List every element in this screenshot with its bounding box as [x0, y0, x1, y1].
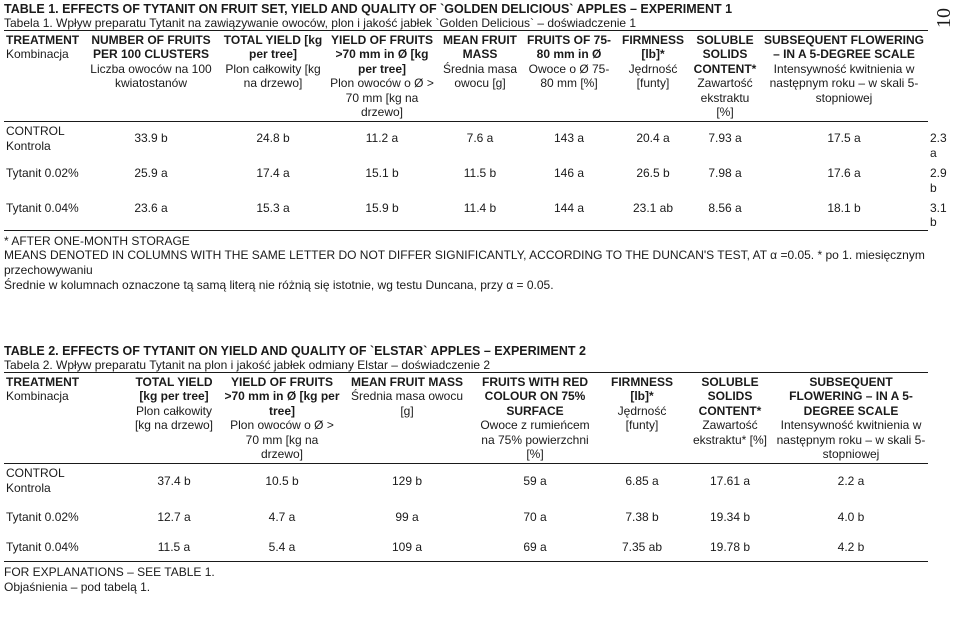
t1-header-1: NUMBER OF FRUITS PER 100 CLUSTERS Liczba owoców na 100 kwiatostanów	[90, 33, 212, 91]
table-1-title: TABLE 1. EFFECTS OF TYTANIT ON FRUIT SET, YIELD AND QUALITY OF `GOLDEN DELICIOUS` APPLES – EXPERIMENT 1	[4, 2, 733, 16]
table-1-subtitle: Tabela 1. Wpływ preparatu Tytanit na zawiązywanie owoców, plon i jakość jabłek `Golden Delicious` – doświadczenie 1	[4, 16, 637, 30]
table-row: CONTROL Kontrola 33.9 b 24.8 b 11.2 a 7.6 a 143 a 20.4 a 7.93 a 17.5 a 2.3 a	[4, 122, 928, 160]
value-cell: 11.2 a	[365, 131, 399, 146]
value-cell: 25.9 a	[134, 166, 168, 181]
value-cell: 4.7 a	[268, 509, 296, 524]
value-cell: 7.93 a	[708, 131, 742, 146]
t2-header-7: SUBSEQUENT FLOWERING – IN A 5-DEGREE SCALE Intensywność kwitnienia w następnym roku – w skali 5-stopniowej	[776, 375, 926, 462]
value-cell: 109 a	[391, 539, 423, 554]
table-1-notes	[4, 234, 928, 292]
treatment-cell: Tytanit 0.02%	[6, 166, 79, 181]
note-line: MEANS DENOTED IN COLUMNS WITH THE SAME LETTER DO NOT DIFFER SIGNIFICANTLY, ACCORDING TO THE DUNCAN'S TEST, AT α =0.05. * po 1. miesięcznym przechowywaniu	[4, 248, 925, 278]
table-row: Tytanit 0.04% 23.6 a 15.3 a 15.9 b 11.4 b 144 a 23.1 ab 8.56 a 18.1 b 3.1 b	[4, 195, 928, 230]
t1-header-8: SUBSEQUENT FLOWERING – IN A 5-DEGREE SCALE Intensywność kwitnienia w następnym roku – w skali 5-stopniowej	[763, 33, 924, 105]
value-cell: 143 a	[553, 131, 585, 146]
value-cell: 18.1 b	[827, 201, 861, 216]
value-cell: 99 a	[395, 509, 419, 524]
value-cell: 10.5 b	[265, 474, 299, 489]
value-cell: 11.4 b	[463, 201, 497, 216]
note-line: FOR EXPLANATIONS – SEE TABLE 1.	[4, 565, 215, 580]
table-row: Tytanit 0.02% 25.9 a 17.4 a 15.1 b 11.5 b 146 a 26.5 b 7.98 a 17.6 a 2.9 b	[4, 160, 928, 195]
value-cell: 23.6 a	[134, 201, 168, 216]
t1-header-4: MEAN FRUIT MASS Średnia masa owocu [g]	[442, 33, 518, 91]
t1-header-2: TOTAL YIELD [kg per tree] Plon całkowity [kg na drzewo]	[223, 33, 323, 91]
treatment-cell: CONTROL Kontrola	[6, 124, 65, 153]
table-2-notes	[4, 565, 928, 594]
value-cell: 15.3 a	[256, 201, 290, 216]
treatment-cell: Tytanit 0.02%	[6, 509, 79, 524]
value-cell: 70 a	[523, 509, 547, 524]
table-1-block	[4, 2, 947, 292]
value-cell: 17.61 a	[709, 474, 751, 489]
value-cell: 17.6 a	[827, 166, 861, 181]
t1-header-0: TREATMENT Kombinacja	[6, 33, 80, 62]
t2-header-0: TREATMENT Kombinacja	[6, 375, 80, 404]
table-row	[4, 464, 928, 502]
value-cell: 146 a	[553, 166, 585, 181]
t2-header-4: FRUITS WITH RED COLOUR ON 75% SURFACE Owoce z rumieńcem na 75% powierzchni [%]	[480, 375, 590, 462]
note-line: * AFTER ONE-MONTH STORAGE	[4, 233, 190, 248]
value-cell: 17.5 a	[827, 131, 861, 146]
value-cell: 19.78 b	[709, 539, 751, 554]
value-cell: 17.4 a	[256, 166, 290, 181]
t2-header-5: FIRMNESS [lb]* Jędrność [funty]	[610, 375, 673, 433]
value-cell: 20.4 a	[636, 131, 670, 146]
value-cell: 59 a	[523, 474, 547, 489]
value-cell: 15.9 b	[365, 201, 399, 216]
t2-header-2: YIELD OF FRUITS >70 mm in Ø [kg per tree] Plon owoców o Ø > 70 mm [kg na drzewo]	[224, 375, 340, 462]
value-cell: 7.6 a	[466, 131, 494, 146]
t2-header-1: TOTAL YIELD [kg per tree] Plon całkowity [kg na drzewo]	[134, 375, 214, 433]
table-2-block	[4, 344, 928, 595]
value-cell: 144 a	[553, 201, 585, 216]
table-2-subtitle: Tabela 2. Wpływ preparatu Tytanit na plon i jakość jabłek odmiany Elstar – doświadczenie 2	[4, 358, 491, 372]
value-cell: 6.85 a	[625, 474, 659, 489]
value-cell: 69 a	[523, 539, 547, 554]
value-cell: 5.4 a	[268, 539, 296, 554]
value-cell: 7.98 a	[708, 166, 742, 181]
table-row	[4, 502, 928, 532]
value-cell: 26.5 b	[636, 166, 670, 181]
value-cell: 7.35 ab	[621, 539, 663, 554]
treatment-cell: Tytanit 0.04%	[6, 201, 79, 216]
page-number: 10	[933, 8, 955, 28]
value-cell: 4.0 b	[837, 509, 865, 524]
t1-header-3: YIELD OF FRUITS >70 mm in Ø [kg per tree] Plon owoców o Ø > 70 mm [kg na drzewo]	[330, 33, 434, 120]
note-line: Objaśnienia – pod tabelą 1.	[4, 580, 151, 595]
value-cell: 11.5 a	[157, 539, 191, 554]
table-2-header-row	[4, 373, 928, 464]
table-2	[4, 372, 928, 562]
t1-header-6: FIRMNESS [lb]* Jędrność [funty]	[621, 33, 684, 91]
t2-header-6: SOLUBLE SOLIDS CONTENT* Zawartość ekstraktu* [%]	[692, 375, 768, 447]
value-cell: 19.34 b	[709, 509, 751, 524]
value-cell: 24.8 b	[256, 131, 290, 146]
table-2-title: TABLE 2. EFFECTS OF TYTANIT ON YIELD AND QUALITY OF `ELSTAR` APPLES – EXPERIMENT 2	[4, 344, 586, 358]
table-1-header-row	[4, 31, 928, 122]
value-cell: 11.5 b	[463, 166, 497, 181]
t1-header-7: SOLUBLE SOLIDS CONTENT* Zawartość ekstraktu [%]	[693, 33, 757, 120]
value-cell: 12.7 a	[157, 509, 191, 524]
table-row	[4, 532, 928, 562]
value-cell: 8.56 a	[708, 201, 742, 216]
value-cell: 129 b	[391, 474, 423, 489]
value-cell: 4.2 b	[837, 539, 865, 554]
value-cell: 2.2 a	[837, 474, 865, 489]
value-cell: 15.1 b	[365, 166, 399, 181]
value-cell: 37.4 b	[157, 474, 191, 489]
table-1	[4, 30, 947, 231]
treatment-cell: Tytanit 0.04%	[6, 539, 79, 554]
value-cell: 7.38 b	[625, 509, 659, 524]
value-cell: 33.9 b	[134, 131, 168, 146]
value-cell: 23.1 ab	[632, 201, 674, 216]
t1-header-5: FRUITS OF 75-80 mm in Ø Owoce o Ø 75-80 mm [%]	[526, 33, 611, 91]
t2-header-3: MEAN FRUIT MASS Średnia masa owocu [g]	[350, 375, 464, 418]
treatment-cell: CONTROL Kontrola	[6, 466, 65, 495]
note-line: Średnie w kolumnach oznaczone tą samą literą nie różnią się istotnie, wg testu Duncana, przy α = 0.05.	[4, 277, 554, 292]
